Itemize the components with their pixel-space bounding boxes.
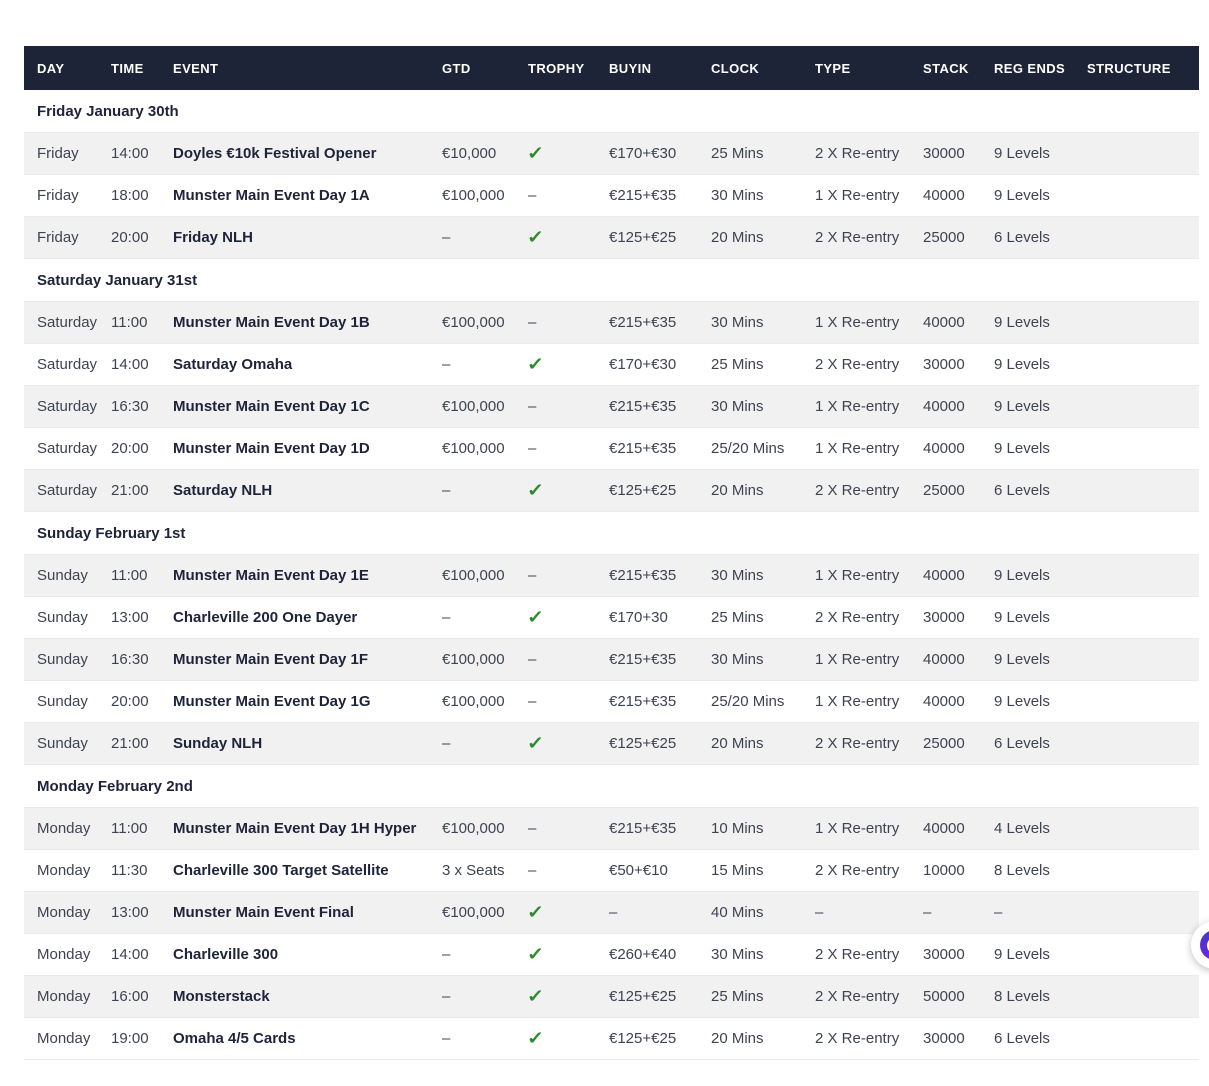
cell-gtd: €100,000 (442, 302, 528, 344)
cell-gtd: €100,000 (442, 892, 528, 934)
cell-type: 1 X Re-entry (815, 681, 923, 723)
cell-buyin: €170+€30 (609, 133, 711, 175)
cell-stack: 40000 (923, 555, 994, 597)
section-header-row (24, 512, 1199, 555)
cell-clock: 25/20 Mins (711, 681, 815, 723)
column-header-type: TYPE (815, 46, 923, 90)
schedule-table (24, 46, 1199, 1060)
cell-time: 13:00 (111, 892, 173, 934)
cell-day: Sunday (24, 555, 111, 597)
cell-trophy (528, 597, 609, 639)
cell-event: Charleville 300 Target Satellite (173, 850, 442, 892)
cell-buyin: €215+€35 (609, 639, 711, 681)
cell-reg_ends: 9 Levels (994, 175, 1087, 217)
cell-stack: 40000 (923, 639, 994, 681)
section-title: Saturday January 31st (24, 259, 1199, 302)
cell-type: 2 X Re-entry (815, 470, 923, 512)
cell-reg_ends: 9 Levels (994, 386, 1087, 428)
cell-type: 2 X Re-entry (815, 1018, 923, 1060)
cell-stack: 10000 (923, 850, 994, 892)
cell-event: Saturday Omaha (173, 344, 442, 386)
cell-trophy: – (528, 681, 609, 723)
cell-event: Munster Main Event Final (173, 892, 442, 934)
cell-day: Monday (24, 934, 111, 976)
section-header-row (24, 765, 1199, 808)
cell-reg_ends: 9 Levels (994, 133, 1087, 175)
cell-time: 16:30 (111, 639, 173, 681)
cell-clock: 30 Mins (711, 639, 815, 681)
cell-clock: 20 Mins (711, 1018, 815, 1060)
cell-structure (1087, 217, 1199, 259)
cell-reg_ends: 9 Levels (994, 428, 1087, 470)
cell-clock: 30 Mins (711, 934, 815, 976)
event-row (24, 934, 1199, 976)
cell-day: Monday (24, 892, 111, 934)
cell-event: Charleville 300 (173, 934, 442, 976)
cell-clock: 25 Mins (711, 597, 815, 639)
cell-buyin: €215+€35 (609, 302, 711, 344)
cell-trophy: – (528, 428, 609, 470)
cell-gtd: – (442, 976, 528, 1018)
cell-trophy: – (528, 302, 609, 344)
cell-time: 11:00 (111, 555, 173, 597)
trophy-check-icon: ✓ (526, 227, 545, 247)
cell-event: Munster Main Event Day 1D (173, 428, 442, 470)
cell-structure (1087, 850, 1199, 892)
cell-trophy (528, 934, 609, 976)
cell-reg_ends: 9 Levels (994, 344, 1087, 386)
cell-clock: 40 Mins (711, 892, 815, 934)
cell-event: Doyles €10k Festival Opener (173, 133, 442, 175)
cell-event: Munster Main Event Day 1C (173, 386, 442, 428)
cell-day: Sunday (24, 723, 111, 765)
cell-clock: 30 Mins (711, 386, 815, 428)
cell-buyin: €215+€35 (609, 681, 711, 723)
cell-day: Monday (24, 850, 111, 892)
cell-reg_ends: 9 Levels (994, 639, 1087, 681)
event-row (24, 217, 1199, 259)
event-row (24, 133, 1199, 175)
cell-clock: 30 Mins (711, 302, 815, 344)
cell-event: Charleville 200 One Dayer (173, 597, 442, 639)
section-header-row (24, 259, 1199, 302)
trophy-check-icon: ✓ (526, 143, 545, 163)
cell-time: 20:00 (111, 681, 173, 723)
column-header-day: DAY (24, 46, 111, 90)
cell-reg_ends: 8 Levels (994, 976, 1087, 1018)
cell-gtd: €100,000 (442, 555, 528, 597)
cell-structure (1087, 934, 1199, 976)
cell-reg_ends: – (994, 892, 1087, 934)
cell-event: Saturday NLH (173, 470, 442, 512)
column-header-buyin: BUYIN (609, 46, 711, 90)
cell-day: Saturday (24, 386, 111, 428)
cell-clock: 30 Mins (711, 555, 815, 597)
cell-reg_ends: 9 Levels (994, 302, 1087, 344)
cell-type: 1 X Re-entry (815, 302, 923, 344)
event-row (24, 723, 1199, 765)
cell-stack: 30000 (923, 934, 994, 976)
cell-structure (1087, 723, 1199, 765)
cell-buyin: €125+€25 (609, 723, 711, 765)
accessibility-widget-icon (1200, 930, 1209, 960)
cell-buyin: €125+€25 (609, 1018, 711, 1060)
cell-buyin: €215+€35 (609, 555, 711, 597)
cell-trophy: – (528, 639, 609, 681)
cell-buyin: €125+€25 (609, 470, 711, 512)
cell-trophy (528, 976, 609, 1018)
cell-event: Monsterstack (173, 976, 442, 1018)
cell-buyin: €215+€35 (609, 428, 711, 470)
cell-type: 2 X Re-entry (815, 850, 923, 892)
cell-stack: 30000 (923, 133, 994, 175)
cell-clock: 15 Mins (711, 850, 815, 892)
cell-day: Sunday (24, 597, 111, 639)
column-header-clock: CLOCK (711, 46, 815, 90)
cell-time: 16:00 (111, 976, 173, 1018)
cell-day: Sunday (24, 681, 111, 723)
cell-buyin: €125+€25 (609, 217, 711, 259)
cell-buyin: €215+€35 (609, 175, 711, 217)
cell-structure (1087, 1018, 1199, 1060)
cell-time: 21:00 (111, 723, 173, 765)
cell-time: 14:00 (111, 133, 173, 175)
cell-time: 11:00 (111, 302, 173, 344)
cell-gtd: – (442, 1018, 528, 1060)
cell-gtd: €100,000 (442, 681, 528, 723)
cell-trophy: – (528, 555, 609, 597)
event-row (24, 976, 1199, 1018)
event-row (24, 470, 1199, 512)
trophy-check-icon: ✓ (526, 902, 545, 922)
cell-structure (1087, 639, 1199, 681)
cell-structure (1087, 976, 1199, 1018)
trophy-check-icon: ✓ (526, 480, 545, 500)
cell-day: Monday (24, 1018, 111, 1060)
cell-type: 1 X Re-entry (815, 555, 923, 597)
trophy-check-icon: ✓ (526, 944, 545, 964)
cell-day: Friday (24, 175, 111, 217)
cell-time: 21:00 (111, 470, 173, 512)
cell-time: 13:00 (111, 597, 173, 639)
cell-trophy (528, 892, 609, 934)
event-row (24, 555, 1199, 597)
event-row (24, 1018, 1199, 1060)
cell-event: Munster Main Event Day 1H Hyper (173, 808, 442, 850)
schedule-table-header (24, 46, 1199, 90)
cell-type: 2 X Re-entry (815, 597, 923, 639)
column-header-trophy: TROPHY (528, 46, 609, 90)
cell-buyin: €215+€35 (609, 386, 711, 428)
cell-day: Saturday (24, 302, 111, 344)
cell-time: 18:00 (111, 175, 173, 217)
cell-trophy (528, 1018, 609, 1060)
cell-time: 16:30 (111, 386, 173, 428)
cell-structure (1087, 133, 1199, 175)
cell-trophy (528, 723, 609, 765)
cell-clock: 20 Mins (711, 217, 815, 259)
column-header-gtd: GTD (442, 46, 528, 90)
cell-structure (1087, 428, 1199, 470)
cell-stack: – (923, 892, 994, 934)
trophy-check-icon: ✓ (526, 607, 545, 627)
cell-stack: 40000 (923, 681, 994, 723)
cell-clock: 20 Mins (711, 470, 815, 512)
cell-stack: 50000 (923, 976, 994, 1018)
column-header-event: EVENT (173, 46, 442, 90)
cell-stack: 25000 (923, 470, 994, 512)
cell-buyin: €50+€10 (609, 850, 711, 892)
trophy-check-icon: ✓ (526, 354, 545, 374)
cell-stack: 40000 (923, 808, 994, 850)
event-row (24, 850, 1199, 892)
cell-event: Munster Main Event Day 1G (173, 681, 442, 723)
cell-type: 1 X Re-entry (815, 175, 923, 217)
section-header-row (24, 90, 1199, 133)
cell-clock: 30 Mins (711, 175, 815, 217)
event-row (24, 302, 1199, 344)
cell-day: Friday (24, 133, 111, 175)
cell-time: 11:00 (111, 808, 173, 850)
cell-clock: 25/20 Mins (711, 428, 815, 470)
cell-structure (1087, 681, 1199, 723)
cell-event: Munster Main Event Day 1B (173, 302, 442, 344)
cell-stack: 30000 (923, 344, 994, 386)
cell-type: 1 X Re-entry (815, 639, 923, 681)
cell-reg_ends: 6 Levels (994, 1018, 1087, 1060)
cell-type: 1 X Re-entry (815, 386, 923, 428)
cell-type: 2 X Re-entry (815, 934, 923, 976)
cell-day: Saturday (24, 428, 111, 470)
cell-gtd: 3 x Seats (442, 850, 528, 892)
cell-event: Munster Main Event Day 1A (173, 175, 442, 217)
cell-stack: 25000 (923, 217, 994, 259)
cell-trophy (528, 217, 609, 259)
cell-event: Sunday NLH (173, 723, 442, 765)
cell-stack: 30000 (923, 1018, 994, 1060)
cell-stack: 40000 (923, 302, 994, 344)
cell-trophy: – (528, 850, 609, 892)
cell-buyin: €125+€25 (609, 976, 711, 1018)
cell-day: Sunday (24, 639, 111, 681)
cell-clock: 20 Mins (711, 723, 815, 765)
section-title: Friday January 30th (24, 90, 1199, 133)
cell-time: 20:00 (111, 217, 173, 259)
cell-stack: 40000 (923, 386, 994, 428)
cell-type: 2 X Re-entry (815, 133, 923, 175)
event-row (24, 344, 1199, 386)
event-row (24, 597, 1199, 639)
cell-day: Monday (24, 976, 111, 1018)
cell-reg_ends: 6 Levels (994, 470, 1087, 512)
cell-gtd: €100,000 (442, 808, 528, 850)
cell-clock: 25 Mins (711, 976, 815, 1018)
cell-trophy (528, 133, 609, 175)
cell-gtd: – (442, 597, 528, 639)
event-row (24, 892, 1199, 934)
cell-gtd: €100,000 (442, 428, 528, 470)
event-row (24, 175, 1199, 217)
trophy-check-icon: ✓ (526, 733, 545, 753)
cell-event: Munster Main Event Day 1F (173, 639, 442, 681)
cell-stack: 40000 (923, 428, 994, 470)
cell-clock: 25 Mins (711, 133, 815, 175)
cell-reg_ends: 9 Levels (994, 934, 1087, 976)
cell-gtd: – (442, 934, 528, 976)
header-row (24, 46, 1199, 90)
trophy-check-icon: ✓ (526, 986, 545, 1006)
cell-trophy (528, 344, 609, 386)
cell-reg_ends: 9 Levels (994, 597, 1087, 639)
cell-reg_ends: 9 Levels (994, 681, 1087, 723)
event-row (24, 808, 1199, 850)
cell-buyin: €215+€35 (609, 808, 711, 850)
cell-buyin: – (609, 892, 711, 934)
cell-structure (1087, 175, 1199, 217)
section-title: Sunday February 1st (24, 512, 1199, 555)
cell-day: Friday (24, 217, 111, 259)
cell-type: 1 X Re-entry (815, 808, 923, 850)
schedule-table-body (24, 90, 1199, 1060)
event-row (24, 681, 1199, 723)
cell-type: 2 X Re-entry (815, 344, 923, 386)
cell-type: – (815, 892, 923, 934)
cell-day: Saturday (24, 344, 111, 386)
cell-structure (1087, 808, 1199, 850)
cell-time: 14:00 (111, 344, 173, 386)
cell-stack: 25000 (923, 723, 994, 765)
cell-structure (1087, 344, 1199, 386)
cell-event: Friday NLH (173, 217, 442, 259)
trophy-check-icon: ✓ (526, 1028, 545, 1048)
cell-structure (1087, 597, 1199, 639)
cell-clock: 10 Mins (711, 808, 815, 850)
cell-reg_ends: 6 Levels (994, 723, 1087, 765)
cell-type: 2 X Re-entry (815, 976, 923, 1018)
cell-day: Monday (24, 808, 111, 850)
cell-buyin: €170+30 (609, 597, 711, 639)
tournament-schedule (24, 46, 1199, 1060)
cell-trophy (528, 470, 609, 512)
cell-gtd: €100,000 (442, 175, 528, 217)
cell-type: 1 X Re-entry (815, 428, 923, 470)
cell-reg_ends: 8 Levels (994, 850, 1087, 892)
cell-reg_ends: 4 Levels (994, 808, 1087, 850)
event-row (24, 428, 1199, 470)
cell-reg_ends: 9 Levels (994, 555, 1087, 597)
cell-structure (1087, 555, 1199, 597)
cell-trophy: – (528, 175, 609, 217)
cell-clock: 25 Mins (711, 344, 815, 386)
cell-structure (1087, 302, 1199, 344)
section-title: Monday February 2nd (24, 765, 1199, 808)
cell-time: 11:30 (111, 850, 173, 892)
cell-trophy: – (528, 808, 609, 850)
event-row (24, 639, 1199, 681)
event-row (24, 386, 1199, 428)
cell-structure (1087, 470, 1199, 512)
cell-event: Omaha 4/5 Cards (173, 1018, 442, 1060)
cell-type: 2 X Re-entry (815, 723, 923, 765)
cell-type: 2 X Re-entry (815, 217, 923, 259)
cell-gtd: – (442, 217, 528, 259)
cell-event: Munster Main Event Day 1E (173, 555, 442, 597)
cell-gtd: – (442, 470, 528, 512)
cell-structure (1087, 892, 1199, 934)
cell-buyin: €260+€40 (609, 934, 711, 976)
cell-day: Saturday (24, 470, 111, 512)
cell-gtd: €10,000 (442, 133, 528, 175)
cell-stack: 40000 (923, 175, 994, 217)
cell-reg_ends: 6 Levels (994, 217, 1087, 259)
cell-gtd: €100,000 (442, 386, 528, 428)
cell-time: 14:00 (111, 934, 173, 976)
column-header-stack: STACK (923, 46, 994, 90)
cell-time: 19:00 (111, 1018, 173, 1060)
column-header-structure: STRUCTURE (1087, 46, 1199, 90)
cell-trophy: – (528, 386, 609, 428)
cell-stack: 30000 (923, 597, 994, 639)
cell-gtd: – (442, 344, 528, 386)
column-header-reg_ends: REG ENDS (994, 46, 1087, 90)
cell-gtd: – (442, 723, 528, 765)
cell-time: 20:00 (111, 428, 173, 470)
cell-buyin: €170+€30 (609, 344, 711, 386)
cell-structure (1087, 386, 1199, 428)
cell-gtd: €100,000 (442, 639, 528, 681)
column-header-time: TIME (111, 46, 173, 90)
